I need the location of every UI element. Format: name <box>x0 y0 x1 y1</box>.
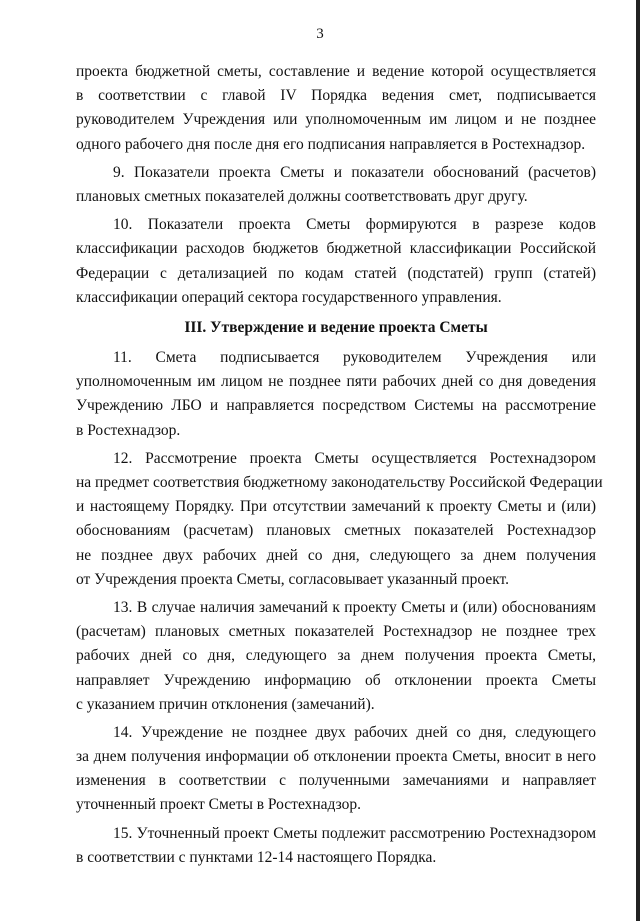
text-line: в Ростехнадзор. <box>76 421 181 439</box>
text-line: изменения в соответствии с полученными замечаниями и направляет <box>76 772 596 790</box>
text-line: не позднее двух рабочих дней со дня, следующего за днем получения <box>76 546 596 564</box>
text-line: 15. Уточненный проект Сметы подлежит рассмотрению Ростехнадзором <box>113 824 596 842</box>
text-line: Учреждению ЛБО и направляется посредством Системы на рассмотрение <box>76 397 596 415</box>
text-line: 14. Учреждение не позднее двух рабочих дней со дня, следующего <box>113 723 596 741</box>
text-line: за днем получения информации об отклонении проекта Сметы, вносит в него <box>76 748 596 766</box>
paragraph-10 <box>76 213 596 310</box>
section-heading: III. Утверждение и ведение проекта Сметы <box>184 318 488 336</box>
text-line: 13. В случае наличия замечаний к проекту Сметы и (или) обоснованиям <box>113 598 596 616</box>
text-line: 10. Показатели проекта Сметы формируются в разрезе кодов <box>113 216 596 234</box>
text-line: плановых сметных показателей должны соответствовать друг другу. <box>76 187 528 205</box>
text-line: классификации операций сектора государственного управления. <box>76 288 502 306</box>
text-line: 11. Смета подписывается руководителем Учреждения или <box>113 349 596 367</box>
text-line: от Учреждения проекта Сметы, согласовывает указанный проект. <box>76 570 510 588</box>
text-line: в соответствии с главой IV Порядка ведения смет, подписывается <box>76 87 596 105</box>
paragraph-14 <box>76 721 596 818</box>
document-body <box>76 60 603 870</box>
text-line: и настоящему Порядку. При отсутствии замечаний к проекту Сметы и (или) <box>76 498 596 516</box>
text-line: 9. Показатели проекта Сметы и показатели обоснований (расчетов) <box>113 163 596 181</box>
text-line: одного рабочего дня после дня его подписания направляется в Ростехнадзор. <box>76 135 586 153</box>
text-line: обоснованиям (расчетам) плановых сметных показателей Ростехнадзор <box>76 522 596 540</box>
text-line: рабочих дней со дня, следующего за днем получения проекта Сметы, <box>76 647 596 665</box>
text-line: с указанием причин отклонения (замечаний). <box>76 695 375 713</box>
text-line: в соответствии с пунктами 12-14 настоящего Порядка. <box>76 848 437 866</box>
paragraph-13 <box>76 596 596 717</box>
text-line: направляет Учреждению информацию об отклонении проекта Сметы <box>76 671 596 689</box>
text-line: (расчетам) плановых сметных показателей Ростехнадзор не позднее трех <box>76 623 596 641</box>
text-line: уполномоченным им лицом не позднее пяти рабочих дней со дня доведения <box>76 373 596 391</box>
text-line: уточненный проект Сметы в Ростехнадзор. <box>76 796 362 814</box>
text-line: классификации расходов бюджетов бюджетной классификации Российской <box>76 240 596 258</box>
paragraph-continuation <box>76 60 596 157</box>
paragraph-12 <box>76 447 603 592</box>
paragraph-9 <box>76 161 596 209</box>
text-line: на предмет соответствия бюджетному законодательству Российской Федерации <box>76 474 603 491</box>
text-line: руководителем Учреждения или уполномоченным им лицом и не позднее <box>76 111 596 129</box>
text-line: 12. Рассмотрение проекта Сметы осуществляется Ростехнадзором <box>113 449 596 467</box>
text-line: Федерации с детализацией по кодам статей (подстатей) групп (статей) <box>76 264 596 282</box>
text-line: проекта бюджетной сметы, составление и ведение которой осуществляется <box>76 63 596 80</box>
paragraph-11 <box>76 346 596 443</box>
scan-edge-shadow <box>636 0 640 921</box>
page-number: 3 <box>316 26 324 42</box>
paragraph-15 <box>76 822 596 870</box>
